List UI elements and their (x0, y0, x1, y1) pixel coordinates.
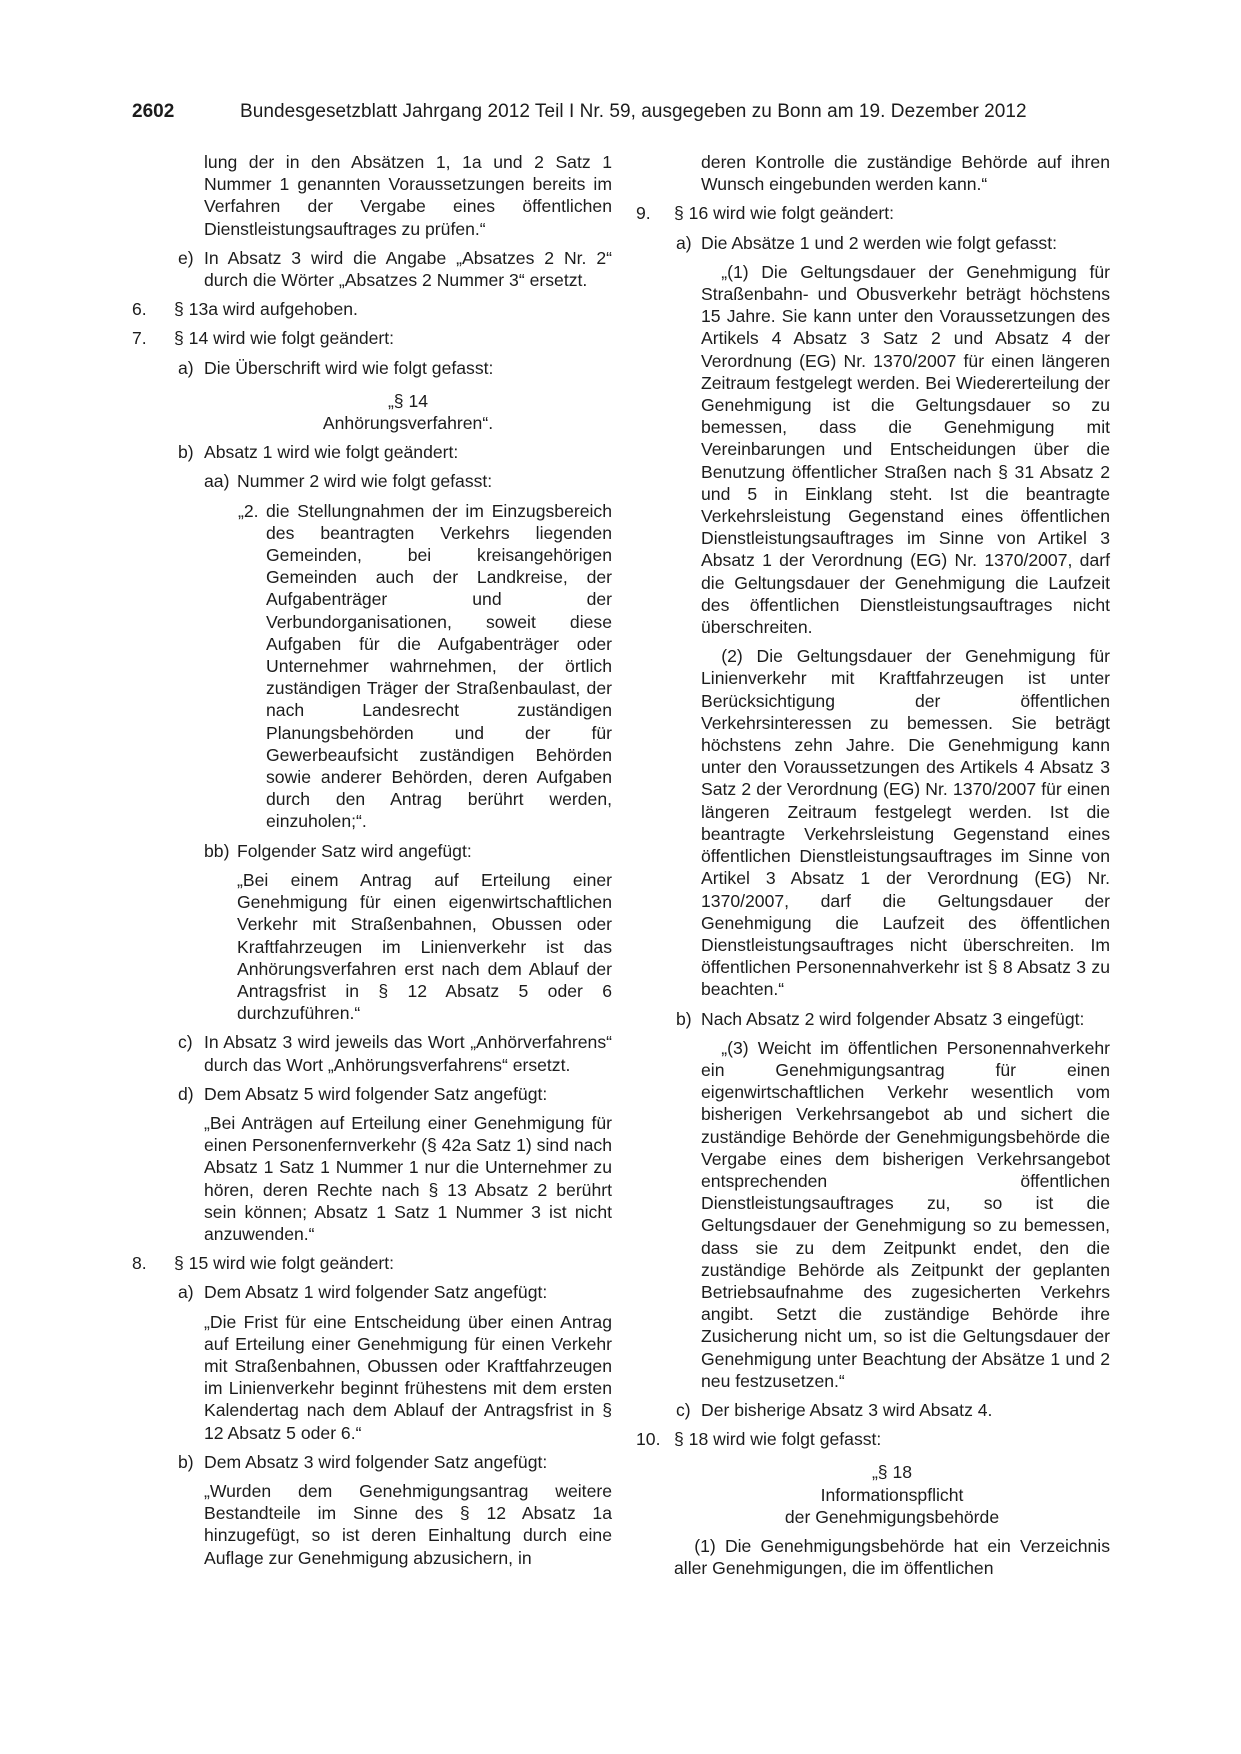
list-marker: b) (178, 442, 194, 463)
list-marker: „2. (238, 500, 259, 521)
list-item-bb (204, 840, 612, 862)
list-text: Absatz 1 wird wie folgt geändert: (204, 442, 459, 463)
quoted-paragraph-1: „(1) Die Geltungsdauer der Genehmigung für Straßenbahn- und Obusverkehr beträgt höchstens 15 Jahre. Sie kann unter den Voraussetzungen des Artikels 4 Absatz 3 Satz 2 und Absatz 4 der Verordnung (EG) Nr. 1370/2007 für einen längeren Zeitraum festgelegt werden. Bei Wiedererteilung der Genehmigung ist die Geltungsdauer so zu bemessen, dass die Genehmigung mit Vereinbarungen und Entscheidungen über die Benutzung öffentlicher Straßen nach § 31 Absatz 2 und 5 in Einklang steht. Ist die beantragte Verkehrsleistung Gegenstand eines öffentlichen Dienstleistungsauftrages im Sinne von Artikel 3 Absatz 1 der Verordnung (EG) Nr. 1370/2007, darf die Geltungsdauer der Genehmigung die Laufzeit des öffentlichen Dienstleistungsauftrages nicht überschreiten. (701, 261, 1110, 638)
list-marker: a) (178, 1282, 194, 1303)
list-marker: 7. (132, 328, 147, 349)
list-item-9 (636, 202, 1110, 224)
list-text: Dem Absatz 3 wird folgender Satz angefügt: (204, 1451, 548, 1472)
section-paragraph-1: (1) Die Genehmigungsbehörde hat ein Verzeichnis aller Genehmigungen, die im öffentlichen (674, 1535, 1110, 1579)
list-text: Die Überschrift wird wie folgt gefasst: (204, 357, 494, 378)
list-marker: e) (178, 247, 194, 268)
list-text: § 18 wird wie folgt gefasst: (674, 1429, 882, 1450)
list-text: In Absatz 3 wird die Angabe „Absatzes 2 Nr. 2“ durch die Wörter „Absatzes 2 Nummer 3“ ersetzt. (204, 247, 612, 291)
quoted-number-2 (238, 500, 612, 833)
list-text: Die Absätze 1 und 2 werden wie folgt gefasst: (701, 232, 1057, 253)
continued-paragraph: deren Kontrolle die zuständige Behörde auf ihren Wunsch eingebunden werden kann.“ (701, 152, 1110, 195)
quoted-sentence: „Bei Anträgen auf Erteilung einer Genehmigung für einen Personenfernverkehr (§ 42a Satz 1) sind nach Absatz 1 Satz 1 Nummer 1 nur die Unternehmer zu hören, deren Rechte nach § 13 Absatz 2 berührt sein können; Absatz 1 Satz 1 Nummer 3 ist nicht anzuwenden.“ (204, 1112, 612, 1244)
list-marker: 8. (132, 1253, 147, 1274)
list-item-9a (676, 232, 1110, 254)
continued-paragraph: lung der in den Absätzen 1, 1a und 2 Satz 1 Nummer 1 genannten Voraussetzungen bereits im Verfahren der Vergabe eines öffentlichen Dienstleistungsauftrages zu prüfen.“ (204, 152, 612, 239)
list-text: § 16 wird wie folgt geändert: (674, 203, 895, 224)
list-item-9c (676, 1399, 1110, 1421)
list-marker: b) (676, 1008, 692, 1029)
list-text: Der bisherige Absatz 3 wird Absatz 4. (701, 1399, 993, 1420)
section-heading-number: „§ 14 (387, 390, 429, 411)
section-heading-title: Anhörungsverfahren“. (322, 413, 494, 434)
page-number: 2602 (132, 101, 175, 122)
left-column (132, 151, 612, 1569)
list-item-10 (636, 1428, 1110, 1450)
list-marker: c) (178, 1032, 193, 1053)
list-marker: 6. (132, 299, 147, 320)
list-item-7 (132, 327, 612, 349)
list-item-7b (178, 441, 612, 463)
list-item-8a (178, 1281, 612, 1303)
section-heading-number: „§ 18 (871, 1462, 913, 1483)
list-marker: bb) (204, 840, 230, 861)
right-column (636, 151, 1110, 1579)
list-marker: aa) (204, 471, 230, 492)
quoted-paragraph-2: (2) Die Geltungsdauer der Genehmigung für Linienverkehr mit Kraftfahrzeugen ist unter Berücksichtigung der öffentlichen Verkehrsinteressen zu bemessen. Sie beträgt höchstens zehn Jahre. Die Genehmigung kann unter den Voraussetzungen des Artikels 4 Absatz 3 Satz 2 der Verordnung (EG) Nr. 1370/2007 für einen längeren Zeitraum festgelegt werden. Ist die beantragte Verkehrsleistung Gegenstand eines öffentlichen Dienstleistungsauftrages im Sinne von Artikel 3 Absatz 1 der Verordnung (EG) Nr. 1370/2007, darf die Geltungsdauer der Genehmigung die Laufzeit des öffentlichen Dienstleistungsauftrages nicht überschreiten. Im öffentlichen Personennahverkehr ist § 8 Absatz 3 zu beachten.“ (701, 646, 1110, 1000)
list-item-7c (178, 1031, 612, 1075)
list-text: Dem Absatz 5 wird folgender Satz angefügt: (204, 1083, 548, 1104)
quoted-text: die Stellungnahmen der im Einzugsbereich des beantragten Verkehrs liegenden Gemeinden, bei kreisangehörigen Gemeinden auch der Landkreise, der Aufgabenträger und der Verbundorganisationen, soweit diese Aufgaben für die Aufgabenträger oder Unternehmer wahrnehmen, der örtlich zuständigen Träger der Straßenbaulast, der nach Landesrecht zuständigen Planungsbehörden und der für Gewerbeaufsicht zuständigen Behörden sowie anderer Behörden, deren Aufgaben durch den Antrag berührt werden, einzuholen;“. (266, 500, 612, 832)
list-item-6 (132, 298, 612, 320)
list-item-e (178, 247, 612, 291)
list-text: In Absatz 3 wird jeweils das Wort „Anhörverfahrens“ durch das Wort „Anhörungsverfahrens“ ersetzt. (204, 1032, 612, 1075)
list-text: Dem Absatz 1 wird folgender Satz angefügt: (204, 1282, 548, 1303)
list-marker: a) (676, 232, 692, 253)
section-heading-title: Informationspflicht (820, 1484, 964, 1505)
list-marker: c) (676, 1399, 691, 1420)
list-item-7d (178, 1083, 612, 1105)
section-heading-subtitle: der Genehmigungsbehörde (784, 1506, 1000, 1527)
quoted-paragraph-3: „(3) Weicht im öffentlichen Personennahverkehr ein Genehmigungsantrag für einen eigenwirtschaftlichen Verkehr wesentlich vom bisherigen Verkehrsangebot ab und sichert die zuständige Behörde der Genehmigungsbehörde die Vergabe eines dem bisherigen Verkehrsangebot entsprechenden öffentlichen Dienstleistungsauftrages zu, so ist die Geltungsdauer der Genehmigung so zu bemessen, dass sie zu dem Zeitpunkt endet, den die zuständige Behörde als Zeitpunkt der geplanten Betriebsaufnahme des zugesicherten Verkehrs angibt. Setzt die zuständige Behörde ihre Zusicherung nicht um, so ist die Geltungsdauer der Genehmigung unter Beachtung der Absätze 1 und 2 neu festzusetzen.“ (701, 1037, 1110, 1391)
list-item-9b (676, 1008, 1110, 1030)
list-text: Nummer 2 wird wie folgt gefasst: (237, 471, 493, 492)
list-text: § 13a wird aufgehoben. (174, 299, 358, 320)
list-item-aa (204, 470, 612, 492)
list-marker: b) (178, 1451, 194, 1472)
list-marker: 10. (636, 1429, 661, 1450)
list-text: Folgender Satz wird angefügt: (237, 840, 472, 861)
list-text: Nach Absatz 2 wird folgender Absatz 3 eingefügt: (701, 1008, 1085, 1029)
quoted-sentence: „Die Frist für eine Entscheidung über einen Antrag auf Erteilung einer Genehmigung für einen Verkehr mit Straßenbahnen, Obussen oder Kraftfahrzeugen im Linienverkehr beginnt frühestens mit dem ersten Kalendertag nach dem Ablauf der Antragsfrist in § 12 Absatz 5 oder 6.“ (204, 1311, 612, 1443)
list-text: § 14 wird wie folgt geändert: (174, 328, 395, 349)
gazette-title: Bundesgesetzblatt Jahrgang 2012 Teil I Nr. 59, ausgegeben zu Bonn am 19. Dezember 2012 (240, 101, 1027, 122)
quoted-sentence: „Bei einem Antrag auf Erteilung einer Genehmigung für einen eigenwirtschaftlichen Verkehr mit Straßenbahnen, Obussen oder Kraftfahrzeugen im Linienverkehr ist das Anhörungsverfahren erst nach dem Ablauf der Antragsfrist in § 12 Absatz 5 oder 6 durchzuführen.“ (237, 869, 612, 1024)
list-item-8 (132, 1252, 612, 1274)
list-marker: d) (178, 1083, 194, 1104)
quoted-sentence: „Wurden dem Genehmigungsantrag weitere Bestandteile im Sinne des § 12 Absatz 1a hinzugefügt, so ist deren Einhaltung durch eine Auflage zur Genehmigung abzusichern, in (204, 1480, 612, 1568)
list-item-8b (178, 1451, 612, 1473)
list-item-7a (178, 357, 612, 379)
list-marker: a) (178, 357, 194, 378)
list-text: § 15 wird wie folgt geändert: (174, 1253, 395, 1274)
list-marker: 9. (636, 203, 651, 224)
